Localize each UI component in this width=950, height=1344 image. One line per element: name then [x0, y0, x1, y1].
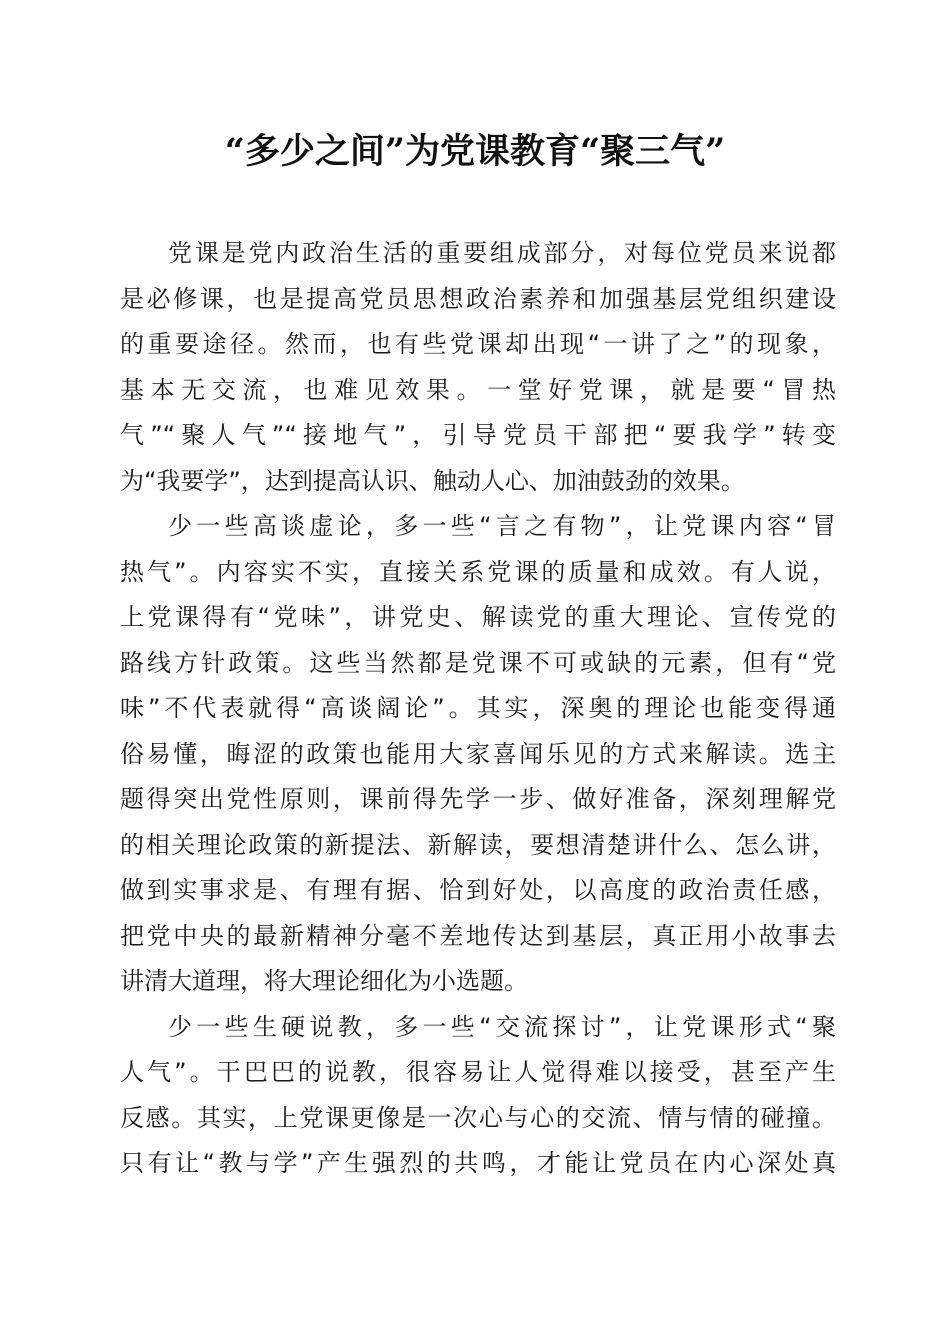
text-line: 少一些高谈虚论，多一些“言之有物”，让党课内容“冒 [168, 512, 836, 540]
text-line: 人气”。干巴巴的说教，很容易让人觉得难以接受，甚至产生 [120, 1058, 836, 1086]
text-line: 为“我要学”，达到提高认识、触动人心、加油鼓劲的效果。 [120, 466, 745, 495]
text-line: 做到实事求是、有理有据、恰到好处，以高度的政治责任感， [120, 876, 836, 904]
paragraph-content-heat [120, 504, 836, 1005]
text-line: 少一些生硬说教，多一些“交流探讨”，让党课形式“聚 [168, 1012, 836, 1041]
text-line: 气”“聚人气”“接地气”，引导党员干部把“要我学”转变 [120, 421, 836, 449]
document-title: “多少之间”为党课教育“聚三气” [224, 131, 726, 172]
text-line: 上党课得有“党味”，讲党史、解读党的重大理论、宣传党的 [120, 603, 836, 631]
text-line: 题得突出党性原则，课前得先学一步、做好准备，深刻理解党 [120, 785, 836, 813]
text-line: 只有让“教与学”产生强烈的共鸣，才能让党员在内心深处真 [120, 1149, 836, 1177]
text-line: 的重要途径。然而，也有些党课却出现“一讲了之”的现象， [120, 330, 836, 358]
text-line: 把党中央的最新精神分毫不差地传达到基层，真正用小故事去 [120, 921, 836, 950]
text-line: 反感。其实，上党课更像是一次心与心的交流、情与情的碰撞。 [120, 1103, 836, 1132]
text-line: 是必修课，也是提高党员思想政治素养和加强基层党组织建设 [120, 284, 836, 313]
paragraph-form-popularity [120, 1005, 836, 1187]
text-line: 基本无交流，也难见效果。一堂好党课，就是要“冒热 [120, 375, 836, 404]
text-line: 讲清大道理，将大理论细化为小选题。 [120, 967, 528, 995]
text-line: 党课是党内政治生活的重要组成部分，对每位党员来说都 [168, 239, 836, 267]
text-line: 的相关理论政策的新提法、新解读，要想清楚讲什么、怎么讲， [120, 830, 836, 859]
text-line: 热气”。内容实不实，直接关系党课的质量和成效。有人说， [120, 557, 836, 586]
paragraph-intro [120, 231, 836, 504]
document-body [120, 231, 836, 1187]
text-line: 路线方针政策。这些当然都是党课不可或缺的元素，但有“党 [120, 648, 836, 677]
text-line: 味”不代表就得“高谈阔论”。其实，深奥的理论也能变得通 [120, 694, 836, 722]
text-line: 俗易懂，晦涩的政策也能用大家喜闻乐见的方式来解读。选主 [120, 739, 836, 768]
